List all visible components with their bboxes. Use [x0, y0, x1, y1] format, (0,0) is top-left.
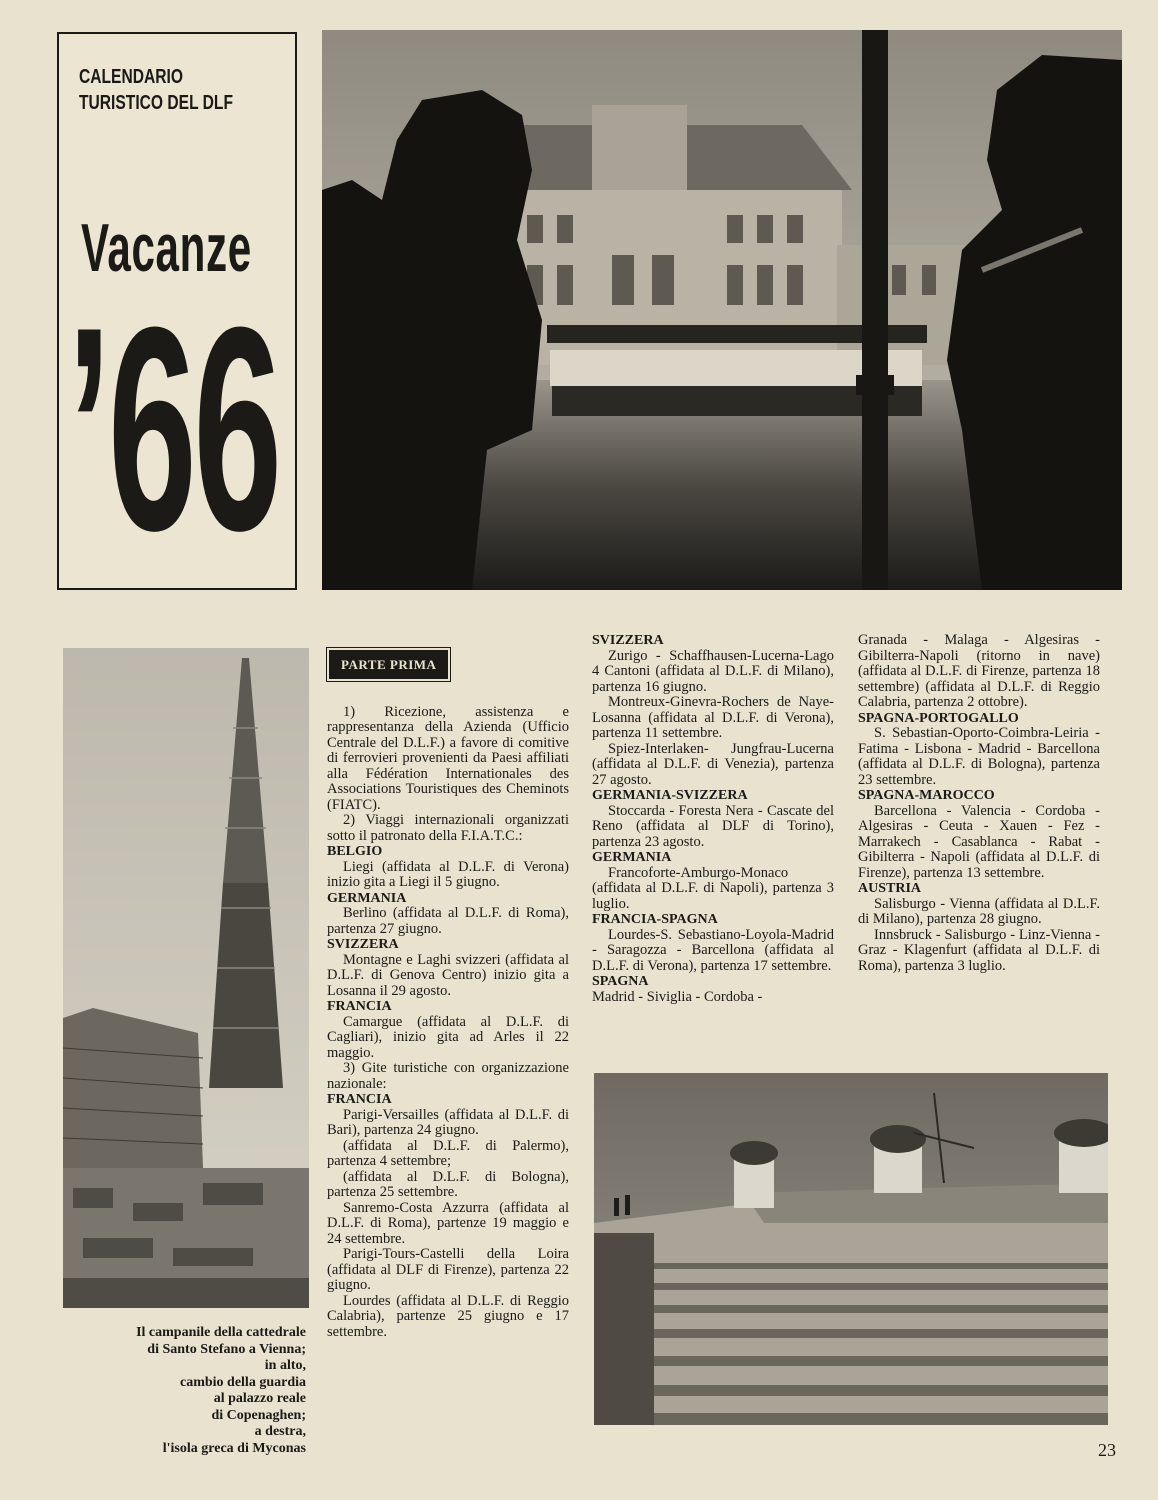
text-column-1	[327, 640, 569, 1340]
section-heading: BELGIO	[327, 844, 383, 859]
main-title: Vacanze	[81, 210, 252, 286]
section-tag: PARTE PRIMA	[329, 650, 448, 679]
kicker	[79, 64, 233, 116]
page-number: 23	[1098, 1440, 1116, 1460]
year-title: ’66	[67, 267, 279, 591]
section-heading: GERMANIA-SVIZZERA	[592, 788, 748, 803]
section-heading: SPAGNA-PORTOGALLO	[858, 710, 1019, 726]
photo-copenhagen-guard	[322, 30, 1122, 590]
section-heading: SPAGNA-MAROCCO	[858, 788, 995, 803]
kicker-line-2: TURISTICO DEL DLF	[79, 92, 233, 114]
paragraph: (affidata al D.L.F. di Palermo), partenza 4 settembre;	[327, 1137, 569, 1169]
photo-vienna-cathedral	[63, 648, 309, 1308]
photo-caption	[70, 1325, 306, 1457]
paragraph: Madrid - Siviglia - Cordoba -	[592, 988, 763, 1005]
caption-line: al palazzo reale	[213, 1391, 306, 1406]
paragraph: Montreux-Ginevra-Rochers de Naye-Losanna (affidata al D.L.F. di Verona), partenza 11 settembre.	[592, 694, 834, 741]
paragraph: Lourdes (affidata al D.L.F. di Reggio Calabria), partenze 25 giugno e 17 settembre.	[327, 1292, 569, 1340]
caption-line: di Santo Stefano a Vienna;	[147, 1341, 306, 1357]
paragraph: Innsbruck - Salisburgo - Linz-Vienna - Graz - Klagenfurt (affidata al D.L.F. di Roma), partenza 3 luglio.	[858, 926, 1100, 974]
paragraph: Camargue (affidata al D.L.F. di Cagliari), inizio gita ad Arles il 22 maggio.	[327, 1013, 569, 1061]
paragraph: Granada - Malaga - Algesiras - Gibilterra-Napoli (ritorno in nave) (affidata al D.L.F. di Firenze, partenza 18 settembre) (affidata al D.L.F. di Reggio Calabria, partenza 2 ottobre).	[858, 632, 1100, 710]
paragraph: Spiez-Interlaken- Jungfrau-Lucerna (affidata al D.L.F. di Venezia), partenza 27 agosto.	[592, 740, 834, 788]
caption-line: di Copenaghen;	[211, 1407, 306, 1423]
paragraph: Stoccarda - Foresta Nera - Cascate del Reno (affidata al DLF di Torino), partenza 23 agosto.	[592, 802, 834, 850]
text-column-3	[858, 633, 1100, 974]
paragraph: (affidata al D.L.F. di Bologna), partenza 25 settembre.	[327, 1168, 569, 1200]
section-heading: SVIZZERA	[327, 937, 399, 952]
paragraph: Liegi (affidata al D.L.F. di Verona) inizio gita a Liegi il 5 giugno.	[327, 858, 569, 890]
paragraph: 3) Gite turistiche con organizzazione nazionale:	[327, 1060, 569, 1092]
paragraph: Parigi-Tours-Castelli della Loira (affidata al DLF di Firenze), partenza 22 giugno.	[327, 1246, 569, 1293]
section-heading: FRANCIA	[327, 1092, 392, 1107]
paragraph: 1) Ricezione, assistenza e rappresentanza della Azienda (Ufficio Centrale del D.L.F.) a favore di comitive di ferrovieri provenienti da Paesi affiliati alla Fédération Internationales des Associations Touristiques des Cheminots (FIATC).	[327, 703, 569, 813]
kicker-line-1: CALENDARIO	[79, 66, 184, 88]
paragraph: Francoforte-Amburgo-Monaco (affidata al D.L.F. di Napoli), partenza 3 luglio.	[592, 864, 834, 912]
paragraph: Zurigo - Schaffhausen-Lucerna-Lago 4 Cantoni (affidata al D.L.F. di Milano), partenza 16 giugno.	[592, 647, 834, 695]
caption-line: cambio della guardia	[179, 1374, 306, 1390]
section-heading: FRANCIA-SPAGNA	[592, 912, 718, 927]
paragraph: Parigi-Versailles (affidata al D.L.F. di Bari), partenza 24 giugno.	[327, 1106, 569, 1138]
section-heading: AUSTRIA	[858, 881, 922, 896]
text-column-2	[592, 633, 834, 1005]
paragraph: Barcellona - Valencia - Cordoba - Algesiras - Ceuta - Xauen - Fez - Marrakech - Casablanca - Rabat - Gibilterra - Napoli (affidata al D.L.F. di Firenze), partenza 13 settembre.	[858, 802, 1100, 881]
paragraph: Sanremo-Costa Azzurra (affidata al D.L.F. di Roma), partenze 19 maggio e 24 settembre.	[327, 1199, 569, 1247]
paragraph: 2) Viaggi internazionali organizzati sotto il patronato della F.I.A.T.C.:	[327, 812, 569, 844]
section-heading: SPAGNA	[592, 974, 649, 989]
paragraph: Montagne e Laghi svizzeri (affidata al D.L.F. di Genova Centro) inizio gita a Losanna il 29 agosto.	[327, 951, 569, 999]
paragraph: Salisburgo - Vienna (affidata al D.L.F. di Milano), partenza 28 giugno.	[858, 895, 1100, 927]
caption-line: a destra,	[254, 1424, 306, 1439]
title-box	[57, 32, 297, 590]
section-heading: SVIZZERA	[592, 633, 664, 648]
section-heading: GERMANIA	[327, 890, 407, 906]
caption-line: in alto,	[264, 1358, 306, 1373]
section-heading: GERMANIA	[592, 850, 672, 865]
caption-line: l'isola greca di Myconas	[162, 1440, 306, 1456]
caption-line: Il campanile della cattedrale	[136, 1325, 306, 1340]
photo-mykonos-windmills	[594, 1073, 1108, 1425]
paragraph: Lourdes-S. Sebastiano-Loyola-Madrid - Saragozza - Barcellona (affidata al D.L.F. di Verona), partenza 17 settembre.	[592, 926, 834, 974]
section-heading: FRANCIA	[327, 999, 392, 1014]
paragraph: S. Sebastian-Oporto-Coimbra-Leiria - Fatima - Lisbona - Madrid - Barcellona (affidata al D.L.F. di Bologna), partenza 23 settembre.	[858, 725, 1100, 788]
paragraph: Berlino (affidata al D.L.F. di Roma), partenza 27 giugno.	[327, 905, 569, 937]
